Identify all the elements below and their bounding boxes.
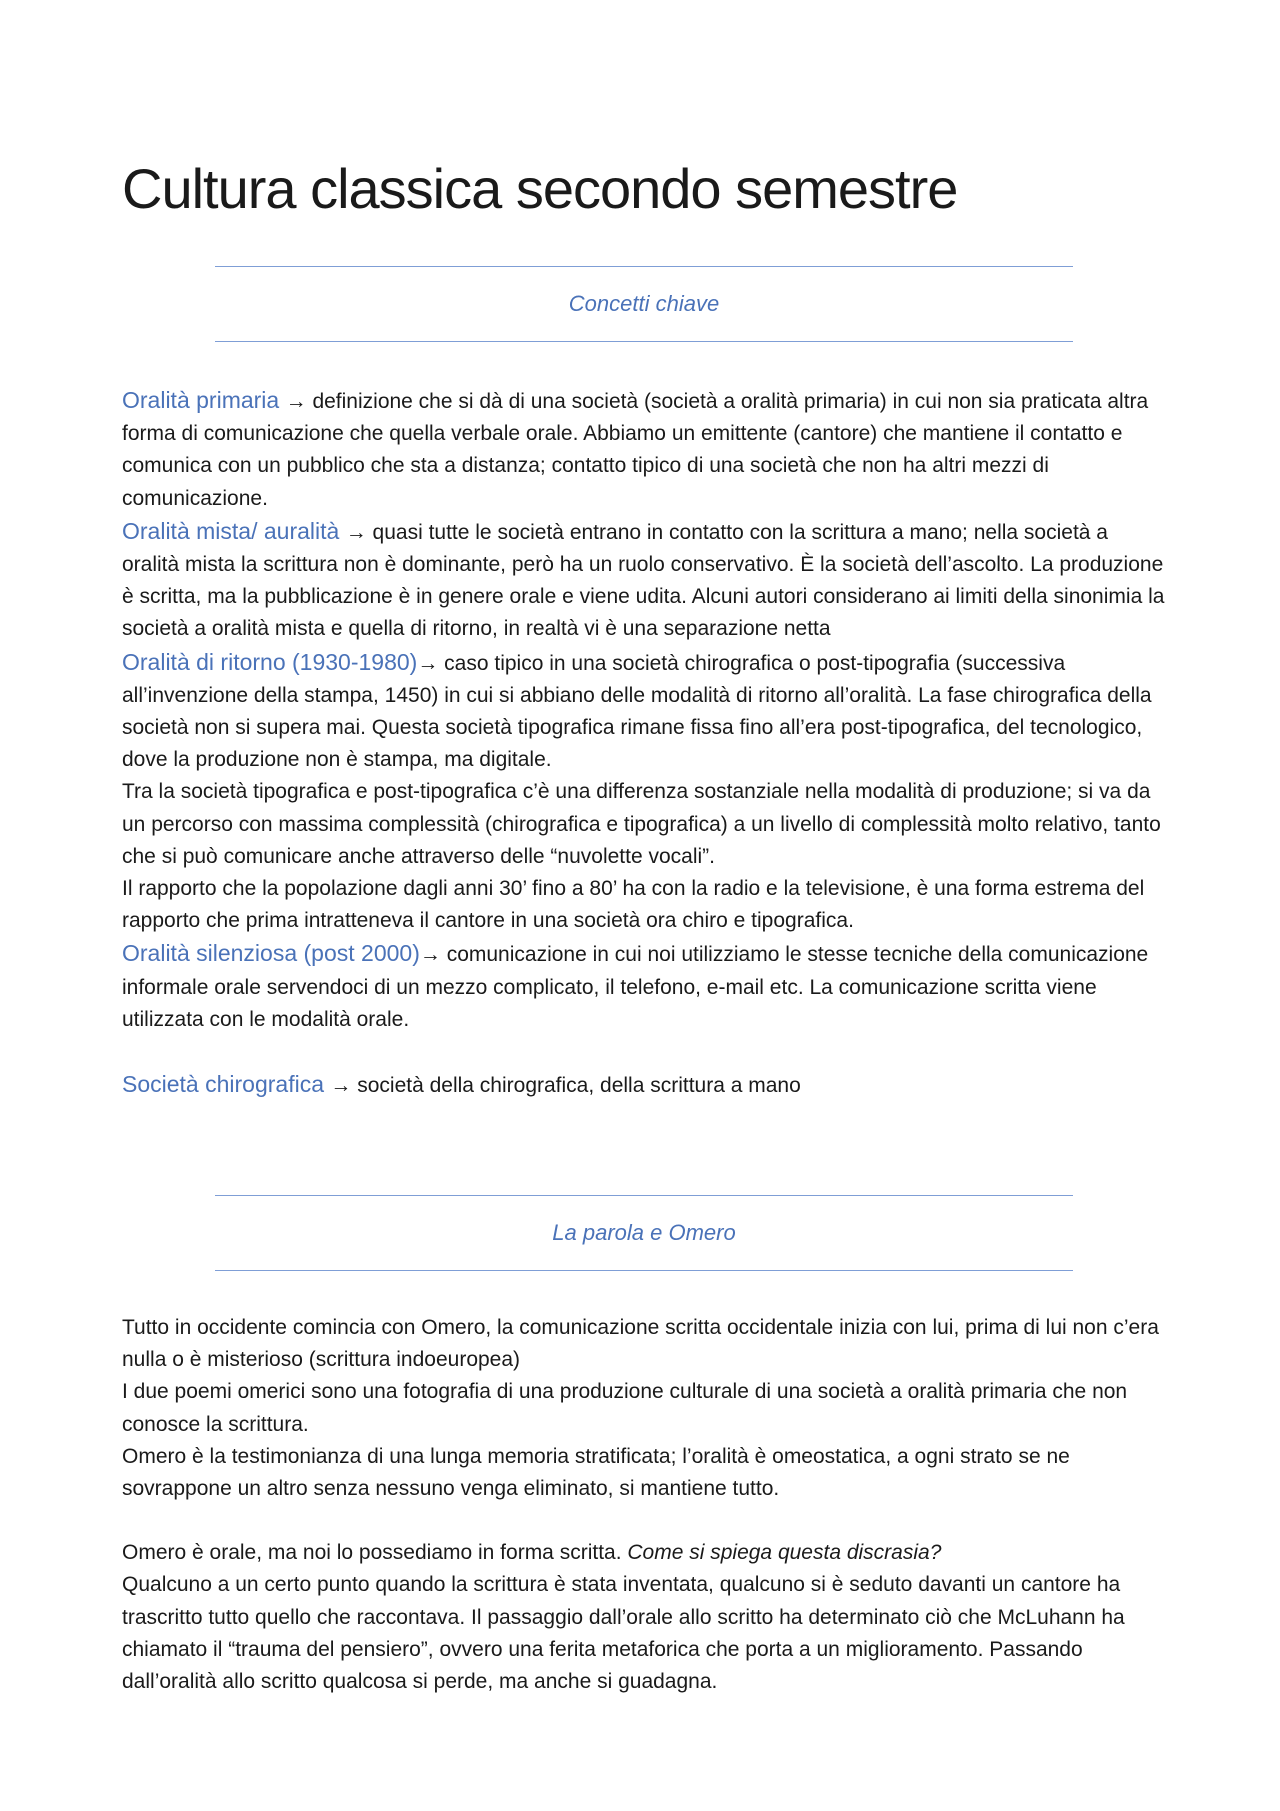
definition-text: comunicazione in cui noi utilizziamo le stesse tecniche della comunicazione informale orale servendoci di un mezzo complicato, il telefono, e-mail etc. La comunicazione scritta viene utilizzata con le modalità orale. [122,943,1149,1031]
paragraph: I due poemi omerici sono una fotografia di una produzione culturale di una società a oralità primaria che non conosce la scrittura. [122,1380,1128,1436]
arrow-icon: → [417,651,439,675]
term-label: Oralità silenziosa (post 2000) [122,940,420,967]
arrow-icon: → [285,390,307,413]
definition-text: società della chirografica, della scrittura a mano [351,1074,801,1098]
definition-societa-chirografica [122,1068,1167,1102]
definition-oralita-di-ritorno [122,646,1167,777]
section-body-omero [122,1312,1167,1698]
paragraph-gap [122,1505,1167,1537]
heading-bottom-rule [215,341,1073,342]
section-heading-text: La parola e Omero [552,1220,736,1245]
definition-oralita-primaria [122,384,1167,515]
section-body-concetti [122,384,1167,1102]
paragraph: Qualcuno a un certo punto quando la scrittura è stata inventata, qualcuno si è seduto davanti un cantore ha trascritto tutto quello che raccontava. Il passaggio dall’orale allo scritto ha determinato ciò che McLuhann ha chiamato il “trauma del pensiero”, ovvero una ferita metaforica che porta a un miglioramento. Passando dall’oralità allo scritto qualcosa si perde, ma anche si guadagna. [122,1573,1125,1694]
arrow-icon: → [330,1074,352,1098]
italic-question: Come si spiega questa discrasia? [627,1541,942,1565]
term-label: Oralità mista/ auralità [122,517,346,544]
paragraph: Tutto in occidente comincia con Omero, la comunicazione scritta occidentale inizia con lui, prima di lui non c’era nulla o è misterioso (scrittura indoeuropea) [122,1316,1159,1372]
section-heading-la-parola-e-omero [215,1195,1073,1271]
paragraph: Omero è la testimonianza di una lunga memoria stratificata; l’oralità è omeostatica, a ogni strato se ne sovrappone un altro senza nessuno venga eliminato, si mantiene tutto. [122,1444,1070,1501]
paragraph-text: Omero è orale, ma noi lo possediamo in forma scritta. [122,1541,628,1565]
term-label: Oralità di ritorno (1930-1980) [122,648,418,675]
paragraph-question [122,1537,1167,1569]
term-label: Oralità primaria [122,387,286,413]
definition-text: definizione che si dà di una società (società a oralità primaria) in cui non sia praticata altra forma di comunicazione che quella verbale orale. Abbiamo un emittente (cantore) che mantiene il contatto e comunica con un pubblico che sta a distanza; contatto tipico di una società che non ha altri mezzi di comunicazione. [122,390,1149,510]
paragraph-tipografica: Tra la società tipografica e post-tipografica c’è una differenza sostanziale nella modalità di produzione; si va da un percorso con massima complessità (chirografica e tipografica) a un livello di complessità molto relativo, tanto che si può comunicare anche attraverso delle “nuvolette vocali”. [122,780,1161,868]
section-heading-text: Concetti chiave [568,291,720,316]
arrow-icon: → [345,520,367,544]
definition-oralita-mista [122,515,1167,646]
paragraph-gap [122,1036,1167,1068]
paragraph-radio-televisione: Il rapporto che la popolazione dagli anni 30’ fino a 80’ ha con la radio e la televisione, è una forma estrema del rapporto che prima intratteneva il cantore in una società ora chiro e tipografica. [122,877,1145,933]
definition-text: quasi tutte le società entrano in contatto con la scrittura a mano; nella società a oralità mista la scrittura non è dominante, però ha un ruolo conservativo. È la società dell’ascolto. La produzione è scritta, ma la pubblicazione è in genere orale e viene udita. Alcuni autori considerano ai limiti della sinonimia la società a oralità mista e quella di ritorno, in realtà vi è una separazione netta [122,520,1165,641]
section-heading-concetti-chiave [215,266,1073,342]
definition-text: caso tipico in una società chirografica o post-tipografia (successiva all’invenzione della stampa, 1450) in cui si abbiano delle modalità di ritorno all’oralità. La fase chirografica della società non si supera mai. Questa società tipografica rimane fissa fino all’era post-tipografica, del tecnologico, dove la produzione non è stampa, ma digitale. [122,651,1152,772]
heading-bottom-rule [215,1270,1073,1271]
definition-oralita-silenziosa [122,937,1167,1036]
document-title: Cultura classica secondo semestre [122,157,958,220]
arrow-icon: → [419,943,441,967]
term-label: Società chirografica [122,1071,331,1098]
